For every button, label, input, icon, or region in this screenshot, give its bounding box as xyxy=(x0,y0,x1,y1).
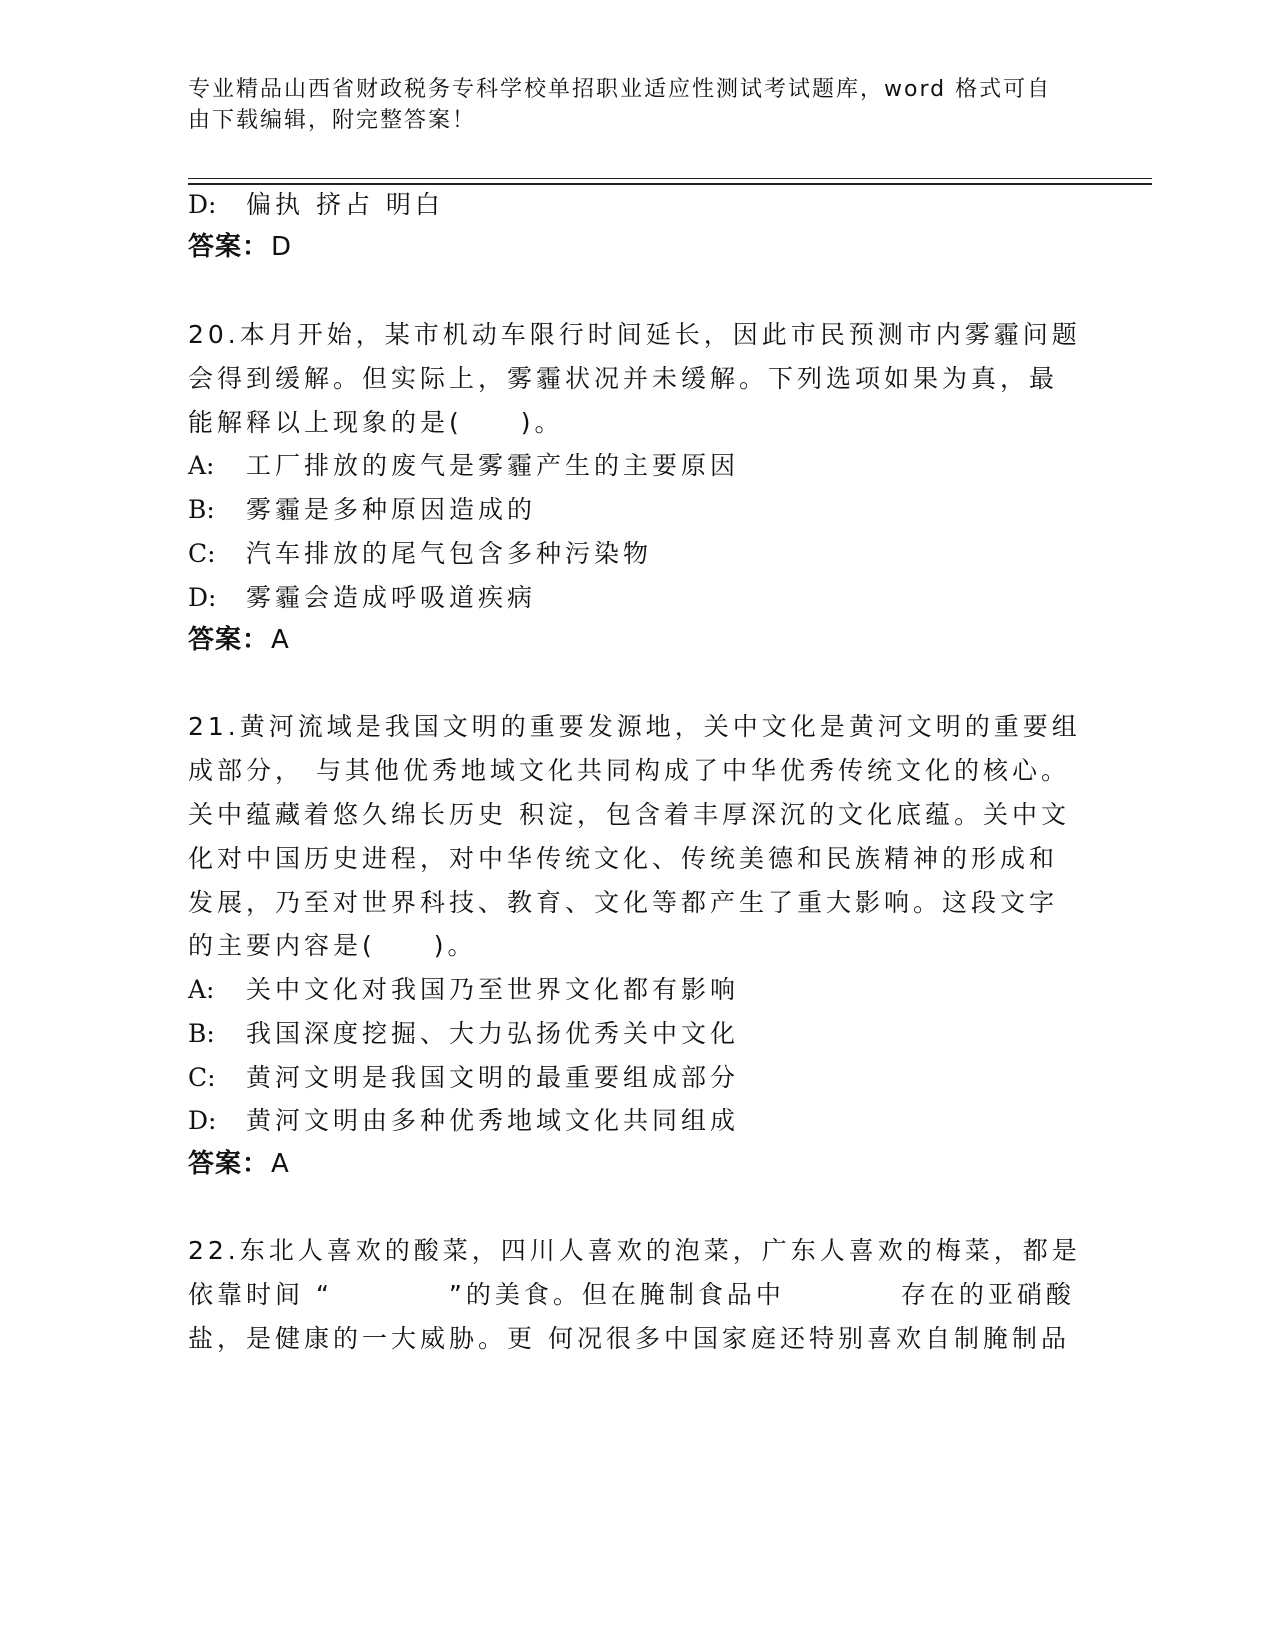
option-text: 偏执 挤占 明白 xyxy=(246,190,444,219)
q22-stem-line-3: 盐，是健康的一大威胁。更 何况很多中国家庭还特别喜欢自制腌制品 xyxy=(188,1324,1070,1353)
q21-option-c xyxy=(188,1063,739,1093)
option-letter: A: xyxy=(188,451,215,480)
q22-stem-line-2: 依靠时间 “ ”的美食。但在腌制食品中 存在的亚硝酸 xyxy=(188,1280,1075,1309)
page-header xyxy=(188,74,1068,136)
header-line-2: 由下载编辑，附完整答案！ xyxy=(188,108,477,133)
q21-stem-line-6: 的主要内容是( )。 xyxy=(188,931,477,960)
q21-stem-line-5: 发展，乃至对世界科技、教育、文化等都产生了重大影响。这段文字 xyxy=(188,888,1059,917)
option-text: 汽车排放的尾气包含多种污染物 xyxy=(246,539,653,568)
q20-option-a xyxy=(188,451,739,481)
option-letter: D: xyxy=(188,1106,217,1135)
header-rule-thin xyxy=(188,178,1152,179)
q21-option-a xyxy=(188,975,739,1005)
q20-stem-line-3: 能解释以上现象的是( )。 xyxy=(188,408,564,437)
answer-value: D xyxy=(271,232,293,262)
prev-option-d xyxy=(188,190,444,220)
q21-stem-line-1: 21.黄河流域是我国文明的重要发源地，关中文化是黄河文明的重要组 xyxy=(188,712,1081,741)
q20-stem-line-2: 会得到缓解。但实际上，雾霾状况并未缓解。下列选项如果为真，最 xyxy=(188,364,1059,393)
option-text: 我国深度挖掘、大力弘扬优秀关中文化 xyxy=(246,1019,740,1048)
answer-label: 答案： xyxy=(188,232,270,262)
option-letter: D: xyxy=(188,583,217,612)
option-letter: B: xyxy=(188,495,215,524)
q21-stem-line-2: 成部分， 与其他优秀地域文化共同构成了中华优秀传统文化的核心。 xyxy=(188,756,1070,785)
q20-option-b xyxy=(188,495,536,525)
answer-label: 答案： xyxy=(188,1149,270,1179)
option-letter: D: xyxy=(188,190,217,219)
option-text: 关中文化对我国乃至世界文化都有影响 xyxy=(246,975,740,1004)
option-letter: C: xyxy=(188,1063,216,1092)
option-text: 工厂排放的废气是雾霾产生的主要原因 xyxy=(246,451,740,480)
option-letter: C: xyxy=(188,539,216,568)
header-rule-thick xyxy=(188,183,1152,185)
q21-option-d xyxy=(188,1106,739,1136)
q20-stem-line-1: 20.本月开始，某市机动车限行时间延长，因此市民预测市内雾霾问题 xyxy=(188,320,1081,349)
option-text: 黄河文明由多种优秀地域文化共同组成 xyxy=(246,1106,740,1135)
q20-answer xyxy=(188,625,290,655)
option-letter: B: xyxy=(188,1019,215,1048)
q21-option-b xyxy=(188,1019,739,1049)
q21-stem-line-3: 关中蕴藏着悠久绵长历史 积淀，包含着丰厚深沉的文化底蕴。关中文 xyxy=(188,800,1070,829)
answer-value: A xyxy=(271,625,290,655)
header-line-1: 专业精品山西省财政税务专科学校单招职业适应性测试考试题库，word 格式可自 xyxy=(188,77,1052,102)
answer-label: 答案： xyxy=(188,625,270,655)
option-text: 雾霾会造成呼吸道疾病 xyxy=(246,583,537,612)
prev-answer xyxy=(188,232,292,262)
option-text: 黄河文明是我国文明的最重要组成部分 xyxy=(246,1063,740,1092)
option-letter: A: xyxy=(188,975,215,1004)
q20-option-d xyxy=(188,583,536,613)
q21-answer xyxy=(188,1149,290,1179)
option-text: 雾霾是多种原因造成的 xyxy=(246,495,537,524)
q22-stem-line-1: 22.东北人喜欢的酸菜，四川人喜欢的泡菜，广东人喜欢的梅菜，都是 xyxy=(188,1236,1081,1265)
answer-value: A xyxy=(271,1149,290,1179)
q21-stem-line-4: 化对中国历史进程，对中华传统文化、传统美德和民族精神的形成和 xyxy=(188,844,1059,873)
q20-option-c xyxy=(188,539,652,569)
